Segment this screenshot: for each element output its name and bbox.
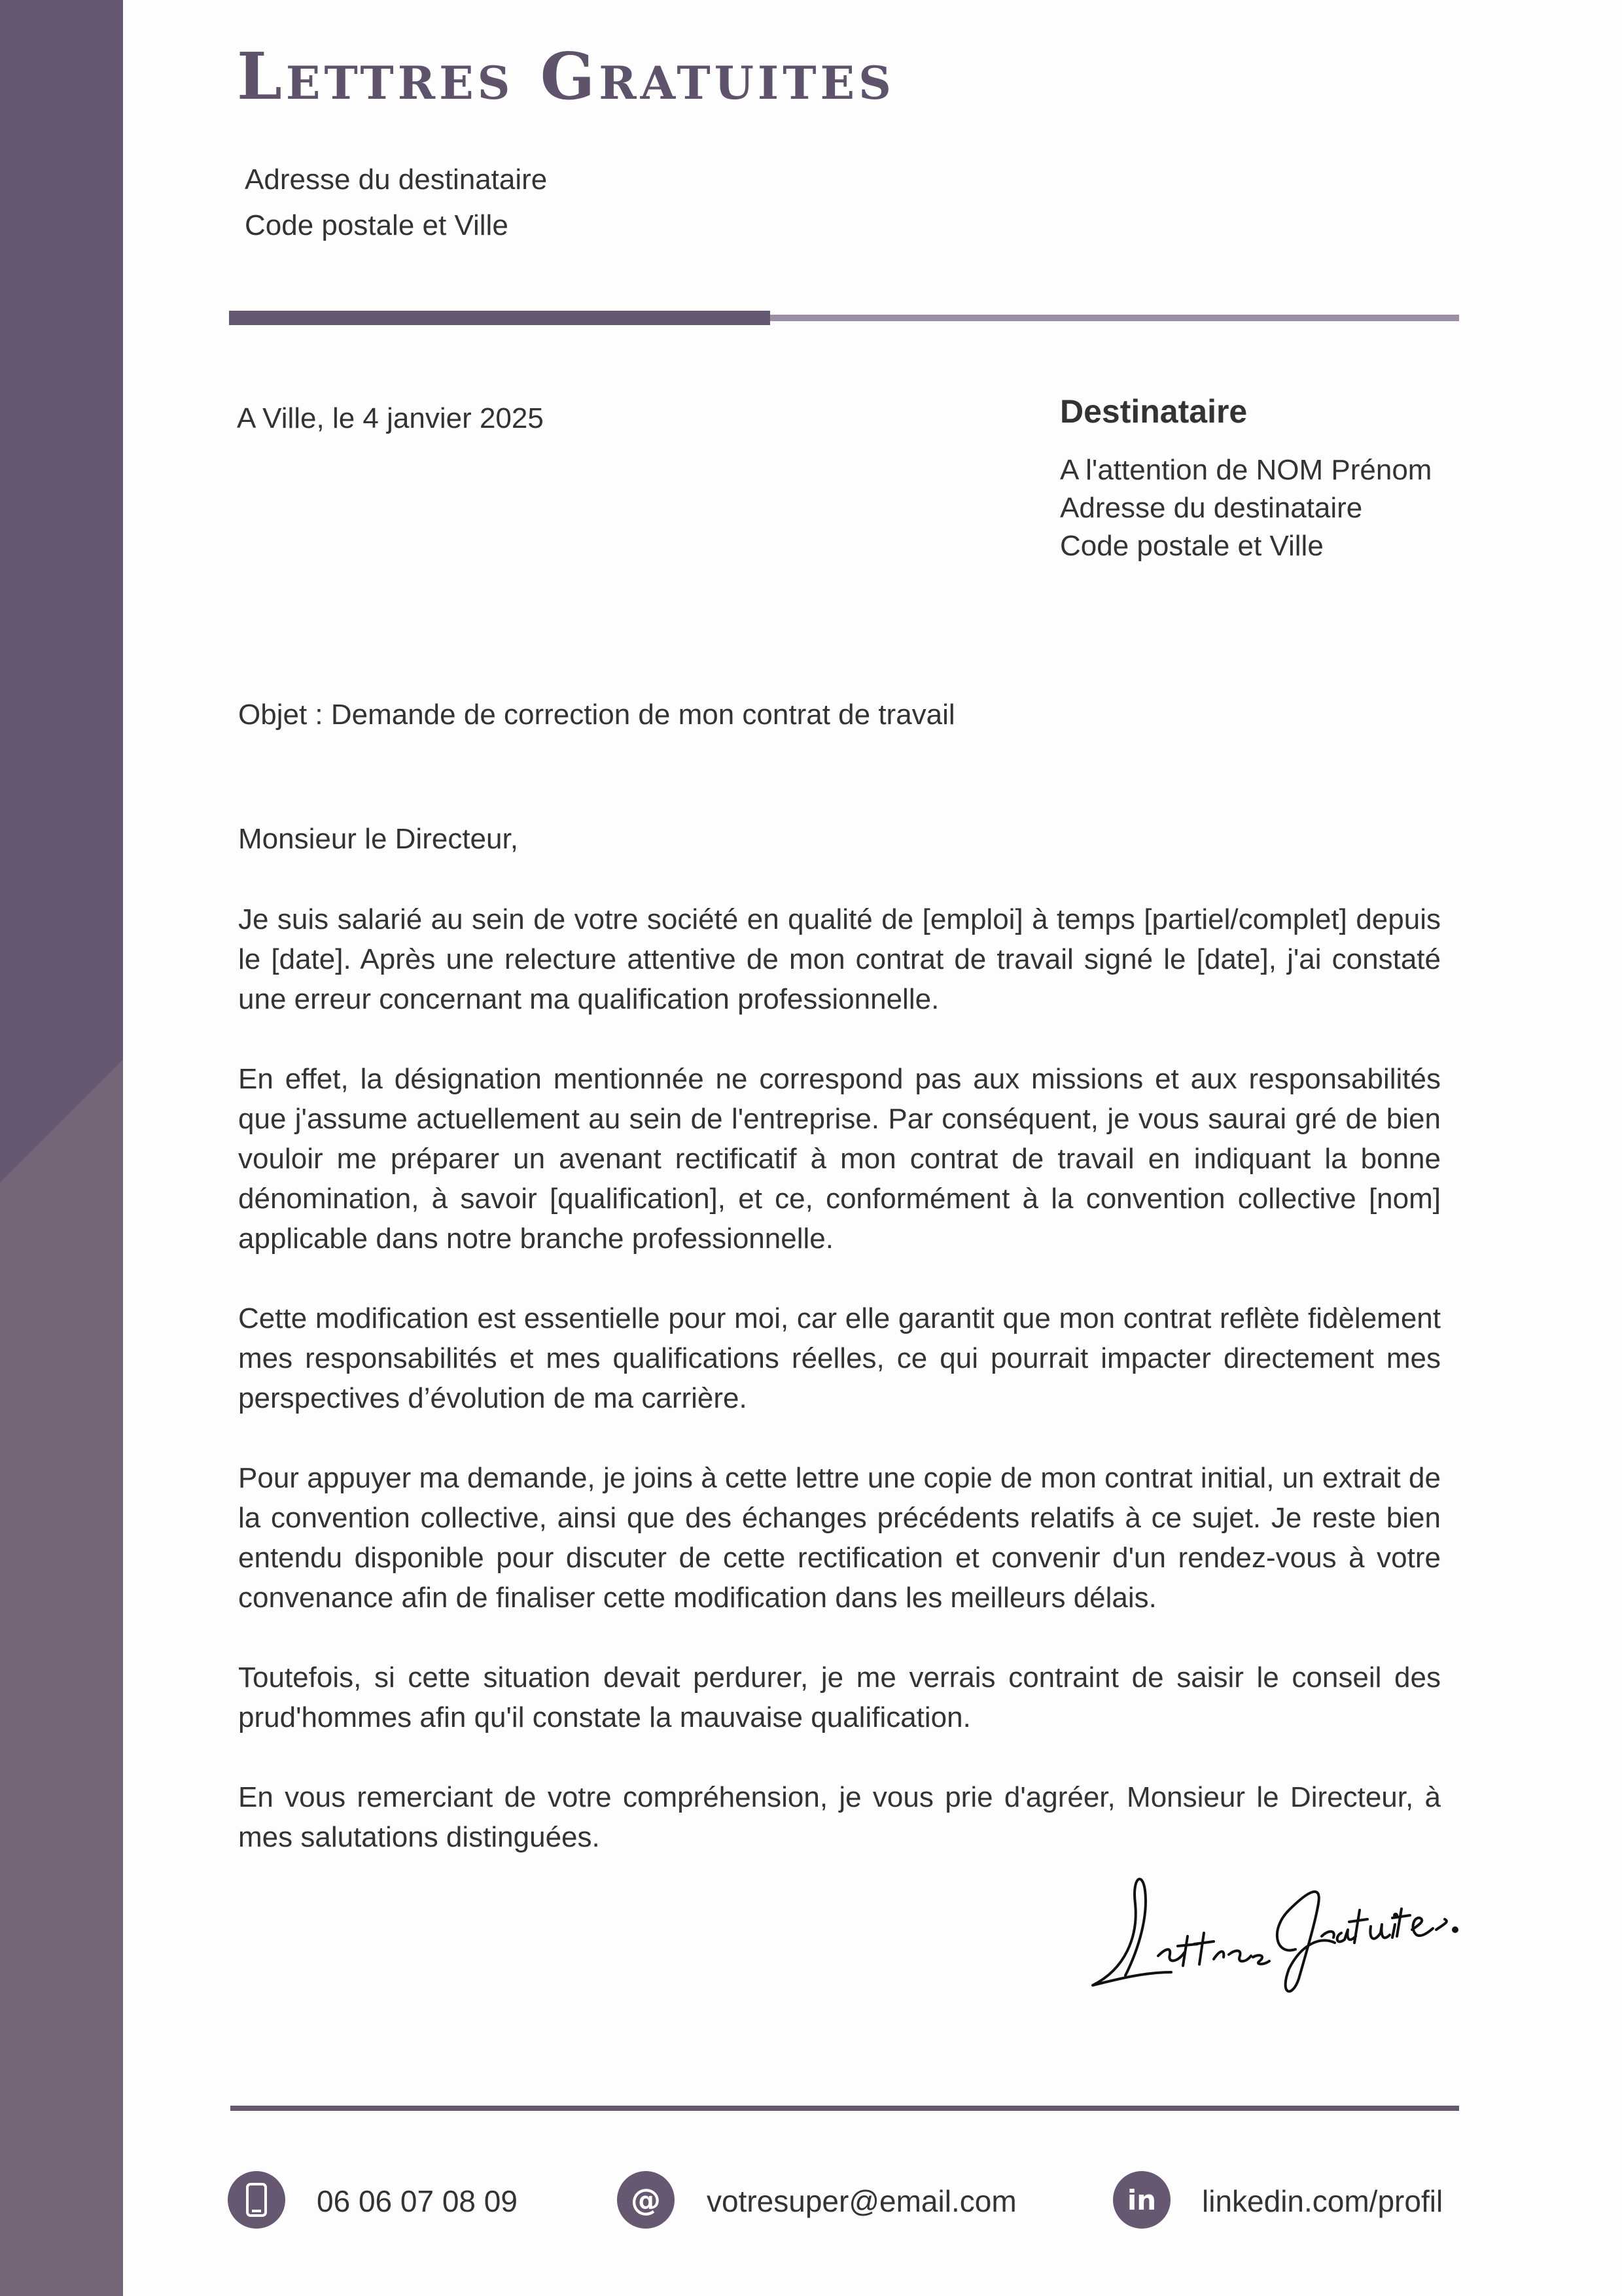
- body-paragraph: En vous remerciant de votre compréhension, je vous prie d'agréer, Monsieur le Directeur, à mes salutations distinguées.: [238, 1781, 1441, 1853]
- body-paragraph: Je suis salarié au sein de votre société en qualité de [emploi] à temps [partiel/complet] depuis le [date]. Après une relecture attentive de mon contrat de travail signé le [date], j'ai constaté une erreur concernant ma qualification professionnelle.: [238, 903, 1441, 1015]
- recipient-block: [1060, 451, 1432, 565]
- sender-address: Adresse du destinataire: [245, 164, 548, 196]
- header-rule-thin: [770, 315, 1459, 321]
- recipient-city: Code postale et Ville: [1060, 530, 1324, 562]
- body-paragraph: Pour appuyer ma demande, je joins à cette lettre une copie de mon contrat initial, un extrait de la convention collective, ainsi que des échanges précédents relatifs à ce sujet. Je reste bien entendu disponible pour discuter de cette rectification et convenir d'un rendez-vous à votre convenance afin de finaliser cette modification dans les meilleurs délais.: [238, 1462, 1441, 1614]
- recipient-attention: A l'attention de NOM Prénom: [1060, 454, 1432, 486]
- sender-city: Code postale et Ville: [245, 209, 508, 241]
- sidebar-diagonal-shade: [0, 0, 123, 2296]
- header-rule-thick: [229, 311, 770, 325]
- phone-icon: [228, 2171, 285, 2229]
- letter-date: A Ville, le 4 janvier 2025: [237, 402, 544, 434]
- letter-body: [238, 819, 1441, 1853]
- recipient-address: Adresse du destinataire: [1060, 492, 1363, 524]
- footer-rule: [230, 2106, 1459, 2111]
- contact-email[interactable]: votresuper@email.com: [707, 2184, 1017, 2218]
- body-paragraph: Toutefois, si cette situation devait perdurer, je me verrais contraint de saisir le conseil des prud'hommes afin qu'il constate la mauvaise qualification.: [238, 1661, 1441, 1733]
- sender-address-block: [245, 157, 547, 249]
- contact-phone: 06 06 07 08 09: [317, 2184, 518, 2218]
- salutation: Monsieur le Directeur,: [238, 823, 518, 855]
- handwritten-signature: [1080, 1838, 1459, 2008]
- body-paragraph: Cette modification est essentielle pour moi, car elle garantit que mon contrat reflète fidèlement mes responsabilités et mes qualifications réelles, ce qui pourrait impacter directement mes perspectives d’évolution de ma carrière.: [238, 1302, 1441, 1414]
- at-icon: @: [617, 2171, 675, 2229]
- contact-linkedin[interactable]: linkedin.com/profil: [1202, 2184, 1443, 2218]
- letter-brand-title: Lettres Gratuites: [237, 39, 895, 114]
- recipient-heading: Destinataire: [1060, 393, 1248, 430]
- letter-subject: Objet : Demande de correction de mon contrat de travail: [238, 699, 955, 731]
- linkedin-icon: in: [1113, 2171, 1171, 2229]
- body-paragraph: En effet, la désignation mentionnée ne correspond pas aux missions et aux responsabilités que j'assume actuellement au sein de l'entreprise. Par conséquent, je vous saurai gré de bien vouloir me préparer un avenant rectificatif à mon contrat de travail en indiquant la bonne dénomination, à savoir [qualification], et ce, conformément à la convention collective [nom] applicable dans notre branche professionnelle.: [238, 1063, 1441, 1255]
